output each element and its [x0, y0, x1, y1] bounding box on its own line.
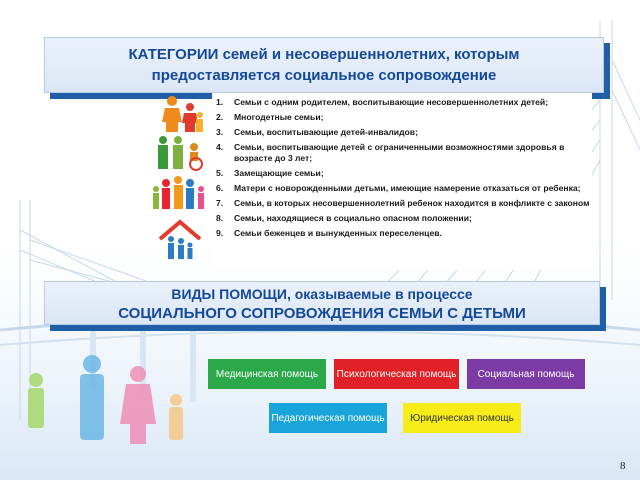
list-item: 4. Семьи, воспитывающие детей с ограниченными возможностями здоровья в возрасте до 3 лет; — [216, 142, 565, 163]
pedagogical-help-button[interactable]: Педагогическая помощь — [269, 403, 387, 433]
wheelchair-family-icon — [154, 135, 206, 171]
legal-help-button[interactable]: Юридическая помощь — [403, 403, 521, 433]
categories-banner — [44, 37, 604, 93]
list-item: 1. Семьи с одним родителем, воспитывающие несовершеннолетних детей; — [216, 97, 549, 107]
list-item: 3. Семьи, воспитывающие детей-инвалидов; — [216, 127, 418, 137]
help-types-banner-line2: СОЦИАЛЬНОГО СОПРОВОЖДЕНИЯ СЕМЬИ С ДЕТЬМИ — [118, 305, 526, 322]
page-number: 8 — [620, 460, 626, 472]
list-item: 2. Многодетные семьи; — [216, 112, 324, 122]
list-item: 8. Семьи, находящиеся в социально опасном положении; — [216, 213, 472, 223]
large-family-icon — [150, 175, 208, 211]
help-types-banner-line1: ВИДЫ ПОМОЩИ, оказываемые в процессе — [171, 286, 473, 302]
categories-panel — [212, 93, 592, 270]
list-item: 7. Семьи, в которых несовершеннолетний ребенок находится в конфликте с законом — [216, 198, 590, 208]
medical-help-button[interactable]: Медицинская помощь — [208, 359, 326, 389]
help-types-banner — [44, 281, 600, 325]
psychological-help-button[interactable]: Психологическая помощь — [334, 359, 459, 389]
social-help-button[interactable]: Социальная помощь — [467, 359, 585, 389]
list-item: 5. Замещающие семьи; — [216, 168, 324, 178]
family-home-icon — [158, 219, 202, 261]
list-item: 6. Матери с новорожденными детьми, имеющие намерение отказаться от ребенка; — [216, 183, 581, 193]
categories-banner-line1: КАТЕГОРИИ семей и несовершеннолетних, которым — [128, 46, 520, 63]
word-cloud-family-figures — [14, 350, 194, 450]
family-icon — [160, 95, 204, 133]
categories-list — [212, 97, 590, 243]
list-item: 9. Семьи беженцев и вынужденных переселенцев. — [216, 228, 442, 238]
categories-banner-line2: предоставляется социальное сопровождение — [151, 67, 497, 84]
